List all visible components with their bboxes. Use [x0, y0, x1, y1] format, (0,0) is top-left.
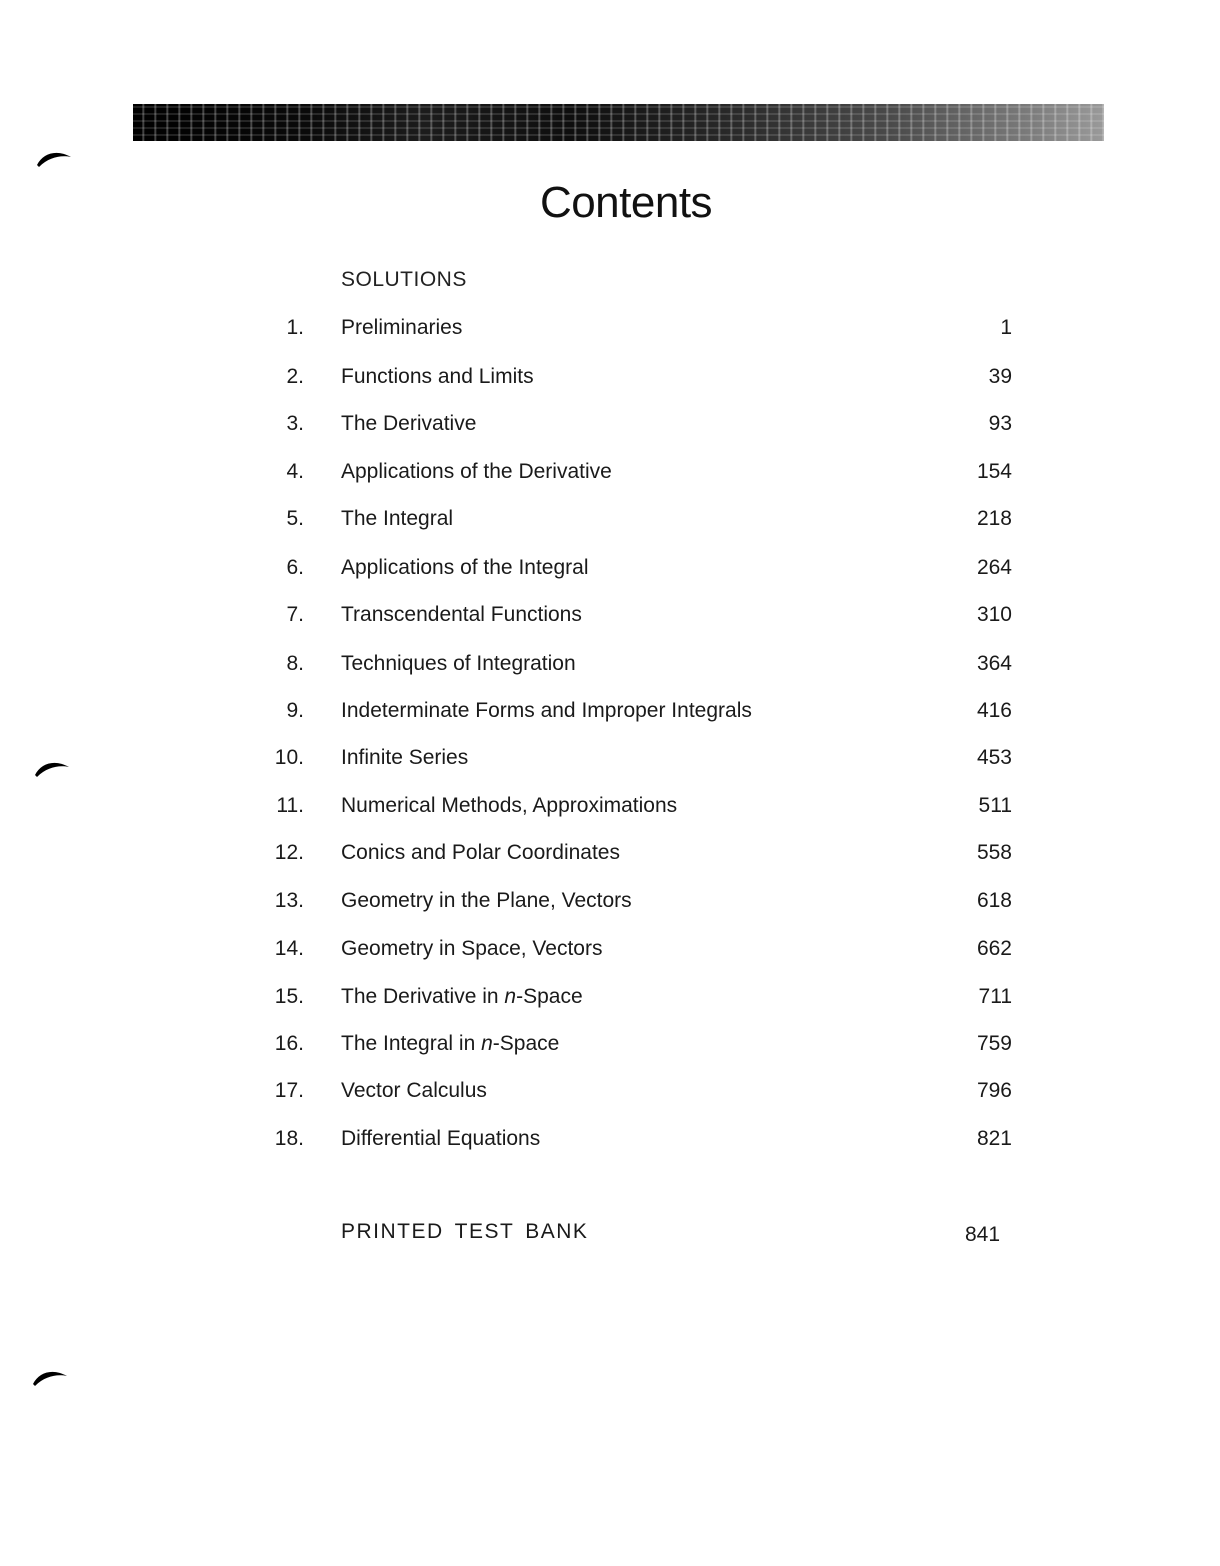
chapter-page: 511	[978, 794, 1012, 817]
toc-entry	[250, 649, 1015, 679]
chapter-number: 8.	[286, 652, 304, 675]
toc-entry	[250, 886, 1015, 916]
chapter-title: Functions and Limits	[341, 365, 534, 388]
chapter-title: Vector Calculus	[341, 1079, 487, 1102]
chapter-page: 796	[976, 1079, 1012, 1102]
chapter-number: 12.	[274, 841, 304, 864]
chapter-page: 364	[976, 652, 1012, 675]
chapter-page: 1	[1000, 316, 1012, 339]
toc-entry	[250, 362, 1015, 392]
chapter-title-text: The Integral in	[341, 1032, 482, 1055]
chapter-number: 4.	[286, 460, 304, 483]
chapter-page: 662	[976, 937, 1012, 960]
chapter-title-text: -Space	[492, 1032, 560, 1055]
toc-entry	[250, 457, 1015, 487]
chapter-title: Applications of the Derivative	[341, 460, 612, 483]
chapter-title	[341, 1029, 559, 1059]
chapter-page: 154	[976, 460, 1012, 483]
chapter-page: 218	[976, 507, 1012, 530]
chapter-number: 17.	[274, 1079, 304, 1102]
chapter-title: Conics and Polar Coordinates	[341, 841, 620, 864]
chapter-page: 264	[976, 556, 1012, 579]
chapter-page: 93	[988, 412, 1012, 435]
toc-entry	[250, 313, 1015, 343]
chapter-page: 821	[976, 1127, 1012, 1150]
chapter-page: 416	[976, 699, 1012, 722]
chapter-title: Indeterminate Forms and Improper Integrals	[341, 699, 752, 722]
chapter-title: Infinite Series	[341, 746, 469, 769]
chapter-title: Transcendental Functions	[341, 603, 582, 626]
page-title: Contents	[539, 178, 713, 227]
chapter-number: 9.	[286, 699, 304, 722]
test-bank-label: PRINTED TEST BANK	[341, 1220, 589, 1243]
chapter-number: 5.	[286, 507, 304, 530]
toc-entry	[250, 1076, 1015, 1106]
toc-entry	[250, 1124, 1015, 1154]
chapter-title: Applications of the Integral	[341, 556, 589, 579]
chapter-title: The Derivative	[341, 412, 477, 435]
chapter-title: Numerical Methods, Approximations	[341, 794, 678, 817]
chapter-title	[341, 982, 583, 1012]
chapter-title: Geometry in the Plane, Vectors	[341, 889, 632, 912]
toc-entry	[250, 982, 1015, 1012]
chapter-title: Geometry in Space, Vectors	[341, 937, 603, 960]
chapter-number: 7.	[286, 603, 304, 626]
test-bank-page: 841	[965, 1223, 1001, 1246]
chapter-title: The Integral	[341, 507, 454, 530]
chapter-title: Preliminaries	[341, 316, 463, 339]
chapter-page: 310	[976, 603, 1012, 626]
toc-entry	[250, 696, 1015, 726]
chapter-page: 711	[978, 985, 1012, 1008]
toc-entry	[250, 791, 1015, 821]
margin-mark-icon	[33, 757, 71, 779]
header-band	[133, 104, 1104, 141]
chapter-page: 618	[976, 889, 1012, 912]
chapter-number: 15.	[274, 985, 304, 1008]
chapter-number: 10.	[274, 746, 304, 769]
margin-mark-icon	[35, 147, 73, 169]
toc-entry	[250, 743, 1015, 773]
chapter-number: 18.	[274, 1127, 304, 1150]
chapter-title: Techniques of Integration	[341, 652, 576, 675]
toc-entry	[250, 600, 1015, 630]
toc-entry	[250, 504, 1015, 534]
margin-mark-icon	[31, 1366, 69, 1388]
chapter-number: 11.	[276, 794, 304, 817]
toc-entry	[250, 409, 1015, 439]
chapter-number: 3.	[286, 412, 304, 435]
chapter-title: Differential Equations	[341, 1127, 541, 1150]
chapter-number: 16.	[274, 1032, 304, 1055]
toc-entry	[250, 1029, 1015, 1059]
chapter-title-text: -Space	[516, 985, 583, 1008]
chapter-number: 1.	[286, 316, 304, 339]
chapter-title-italic: n	[504, 985, 517, 1008]
chapter-page: 558	[976, 841, 1012, 864]
chapter-page: 39	[988, 365, 1012, 388]
chapter-number: 6.	[286, 556, 304, 579]
section-heading: SOLUTIONS	[341, 268, 467, 291]
chapter-number: 14.	[274, 937, 304, 960]
toc-entry	[250, 934, 1015, 964]
chapter-page: 759	[976, 1032, 1012, 1055]
chapter-page: 453	[976, 746, 1012, 769]
chapter-number: 13.	[274, 889, 304, 912]
chapter-number: 2.	[286, 365, 304, 388]
chapter-title-italic: n	[481, 1032, 493, 1055]
chapter-title-text: The Derivative in	[341, 985, 505, 1008]
toc-entry	[250, 553, 1015, 583]
toc-entry	[250, 838, 1015, 868]
